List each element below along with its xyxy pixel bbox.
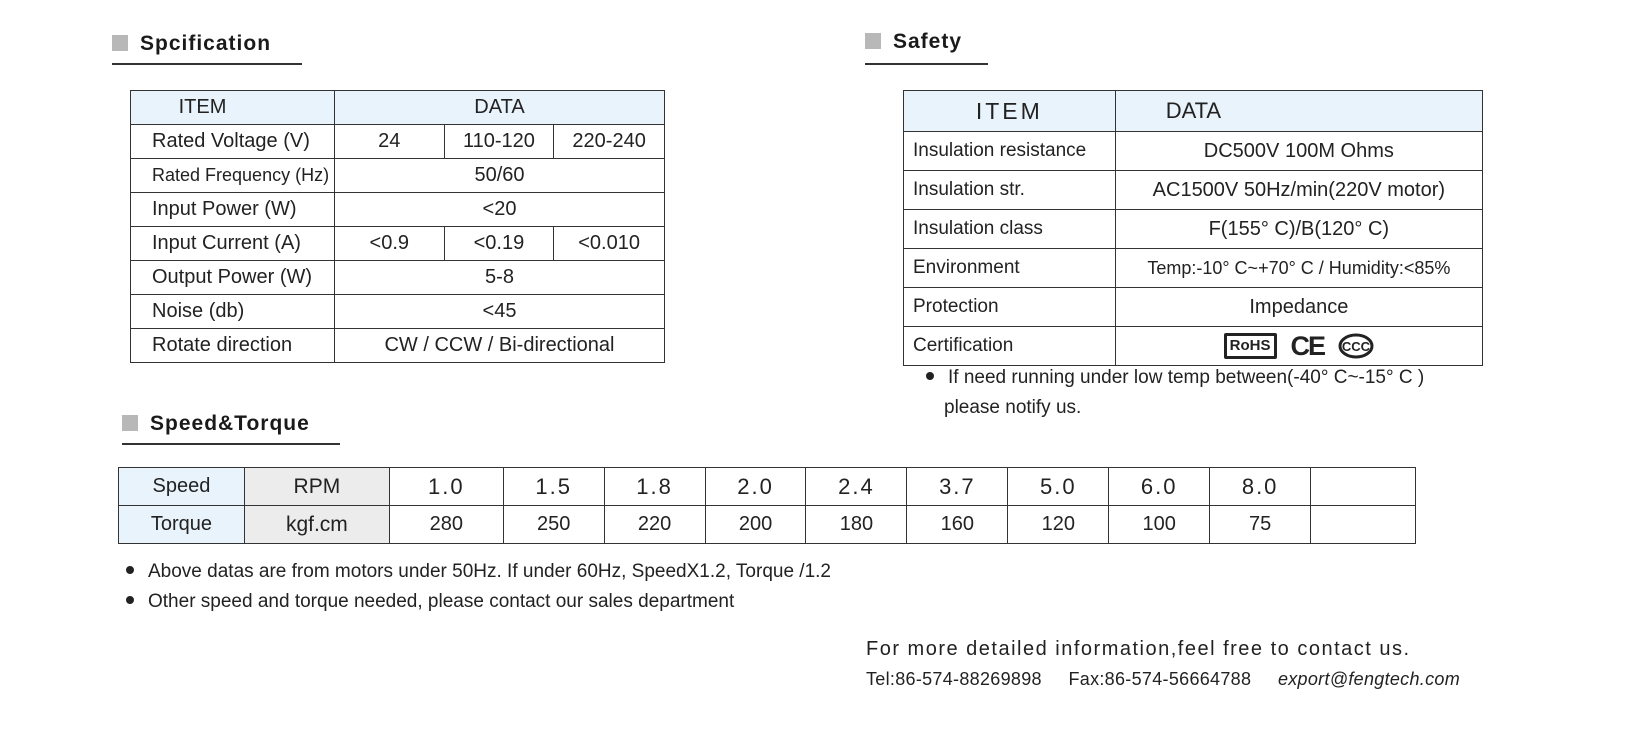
safety-header-row [904,91,1483,132]
ccc-logo-icon [1338,333,1374,359]
contact-email: export@fengtech.com [1277,669,1460,689]
table-row [904,249,1483,288]
torque-value: 180 [806,506,907,544]
safety-value: AC1500V 50Hz/min(220V motor) [1115,171,1482,210]
contact-details [866,669,1460,690]
speed-note-2: Other speed and torque needed, please contact our sales department [126,591,734,613]
spec-header-item: ITEM [131,91,335,125]
bullet-icon [126,566,134,574]
spec-value: <0.010 [554,227,665,261]
safety-value: F(155° C)/B(120° C) [1115,210,1482,249]
contact-fax: Fax:86-574-56664788 [1068,669,1252,689]
table-row [904,327,1483,366]
spec-label: Noise (db) [131,295,335,329]
spec-header-row [131,91,665,125]
torque-row [119,506,1416,544]
speed-value: 6.0 [1109,468,1210,506]
table-row [131,159,665,193]
contact-line: For more detailed information,feel free to contact us. [866,638,1411,660]
safety-note-line2: please notify us. [944,397,1082,418]
table-row [131,329,665,363]
torque-value: 120 [1008,506,1109,544]
speed-note-1: Above datas are from motors under 50Hz. If under 60Hz, SpeedX1.2, Torque /1.2 [126,561,831,583]
speed-label: Speed [119,468,245,506]
safety-label: Insulation resistance [904,132,1116,171]
speed-torque-title-underline [122,443,340,445]
section-square-icon [122,415,138,431]
speed-unit: RPM [244,468,389,506]
torque-value: 220 [604,506,705,544]
section-square-icon [865,33,881,49]
torque-value: 280 [389,506,503,544]
table-row [131,227,665,261]
speed-torque-section-title: Speed&Torque [122,412,310,436]
table-row [131,295,665,329]
safety-label: Certification [904,327,1116,366]
safety-value: DC500V 100M Ohms [1115,132,1482,171]
torque-value: 200 [705,506,806,544]
torque-label: Torque [119,506,245,544]
spec-value: 110-120 [444,125,554,159]
section-square-icon [112,35,128,51]
speed-value: 1.5 [503,468,604,506]
ce-logo: CE [1290,331,1325,361]
table-row [904,171,1483,210]
spec-value: 50/60 [334,159,664,193]
spec-label: Input Current (A) [131,227,335,261]
svg-text:CCC: CCC [1341,339,1371,354]
spec-label: Input Power (W) [131,193,335,227]
spec-label: Rated Voltage (V) [131,125,335,159]
speed-torque-table [118,467,1416,544]
safety-label: Insulation class [904,210,1116,249]
safety-table [903,90,1483,366]
safety-value: Temp:-10° C~+70° C / Humidity:<85% [1115,249,1482,288]
safety-section-title: Safety [865,30,962,54]
table-row [904,210,1483,249]
speed-value: 1.8 [604,468,705,506]
safety-note-line1: If need running under low temp between(-40° C~-15° C ) [926,367,1424,389]
speed-value: 1.0 [389,468,503,506]
safety-header-data: DATA [1115,91,1482,132]
table-row [131,193,665,227]
spec-header-data: DATA [334,91,664,125]
table-row [904,132,1483,171]
speed-value: 8.0 [1210,468,1311,506]
empty-cell [1311,468,1416,506]
certification-logos [1115,327,1482,366]
spec-label: Output Power (W) [131,261,335,295]
spec-section-title: Spcification [112,32,271,56]
speed-value: 5.0 [1008,468,1109,506]
safety-title-underline [865,63,988,65]
bullet-icon [126,596,134,604]
speed-value: 2.4 [806,468,907,506]
spec-value: <20 [334,193,664,227]
spec-value: 24 [334,125,444,159]
bullet-icon [926,372,934,380]
spec-label: Rated Frequency (Hz) [131,159,335,193]
torque-value: 100 [1109,506,1210,544]
spec-value: CW / CCW / Bi-directional [334,329,664,363]
safety-header-item: ITEM [904,91,1116,132]
safety-value: Impedance [1115,288,1482,327]
spec-value: 220-240 [554,125,665,159]
safety-label: Insulation str. [904,171,1116,210]
speed-value: 3.7 [907,468,1008,506]
spec-label: Rotate direction [131,329,335,363]
table-row [131,125,665,159]
torque-value: 250 [503,506,604,544]
speed-row [119,468,1416,506]
spec-value: <45 [334,295,664,329]
table-row [904,288,1483,327]
torque-unit: kgf.cm [244,506,389,544]
spec-value: <0.9 [334,227,444,261]
spec-value: <0.19 [444,227,554,261]
spec-value: 5-8 [334,261,664,295]
rohs-logo: RoHS [1224,333,1277,359]
torque-value: 75 [1210,506,1311,544]
table-row [131,261,665,295]
torque-value: 160 [907,506,1008,544]
contact-tel: Tel:86-574-88269898 [866,669,1042,689]
spec-title-underline [112,63,302,65]
empty-cell [1311,506,1416,544]
safety-label: Environment [904,249,1116,288]
spec-table [130,90,665,363]
speed-value: 2.0 [705,468,806,506]
safety-label: Protection [904,288,1116,327]
